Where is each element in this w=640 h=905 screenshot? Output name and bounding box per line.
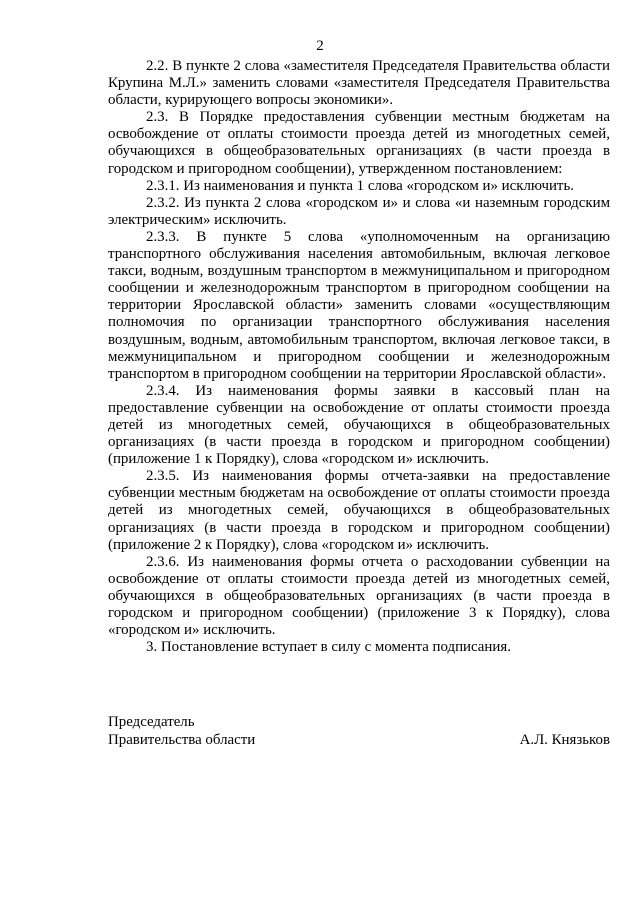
paragraph-2-3: 2.3. В Порядке предоставления субвенции местным бюджетам на освобождение от оплаты стоимости проезда детей из многодетных семей, обучающихся в общеобразовательных организациях (в части проезда в городском и пригородном сообщении), утвержденном постановлением: [108,109,610,177]
paragraph-2-3-6: 2.3.6. Из наименования формы отчета о расходовании субвенции на освобождение от оплаты стоимости проезда детей из многодетных семей, обучающихся в общеобразовательных организациях (в части проезда в городском и пригородном сообщении) (приложение 3 к Порядку), слова «городском и» исключить. [108,553,610,639]
paragraph-2-3-5: 2.3.5. Из наименования формы отчета-заявки на предоставление субвенции местным бюджетам на освобождение от оплаты стоимости проезда детей из многодетных семей, обучающихся в общеобразовательных организациях (в части проезда в городском и пригородном сообщении) (приложение 2 к Порядку), слова «городском и» исключить. [108,468,610,553]
signatory-title-line2: Правительства области [108,731,256,748]
paragraph-2-3-4: 2.3.4. Из наименования формы заявки в кассовый план на предоставление субвенции на освобождение от оплаты стоимости проезда детей из многодетных семей, обучающихся в общеобразовательных организациях (в части проезда в городском и пригородном сообщении) (приложение 1 к Порядку), слова «городском и» исключить. [108,382,610,468]
document-body [108,58,610,656]
signatory-name: А.Л. Князьков [519,731,610,748]
paragraph-2-3-3: 2.3.3. В пункте 5 слова «уполномоченным на организацию транспортного обслуживания населения автомобильным, включая легковое такси, водным, воздушным транспортом в межмуниципальном и пригородном сообщении и железнодорожным транспортом в пригородном сообщении на территории Ярославской области» заменить словами «осуществляющим полномочия по организации транспортного обслуживания населения воздушным, водным, автомобильным транспортом, включая легковое такси, в межмуниципальном и пригородном сообщении и железнодорожным транспортом в пригородном сообщении на территории Ярославской области». [108,228,610,382]
paragraph-3: 3. Постановление вступает в силу с момента подписания. [146,639,511,656]
paragraph-2-2: 2.2. В пункте 2 слова «заместителя Председателя Правительства области Крупина М.Л.» заменить словами «заместителя Председателя Правительства области, курирующего вопросы экономики». [108,58,610,109]
paragraph-2-3-2: 2.3.2. Из пункта 2 слова «городском и» и слова «и наземным городским электрическим» исключить. [108,194,610,228]
paragraph-2-3-1: 2.3.1. Из наименования и пункта 1 слова «городском и» исключить. [146,177,574,194]
page-number: 2 [316,38,324,54]
signature-row [108,732,610,750]
signature-block [108,714,610,749]
signatory-title-line1: Председатель [108,714,195,730]
